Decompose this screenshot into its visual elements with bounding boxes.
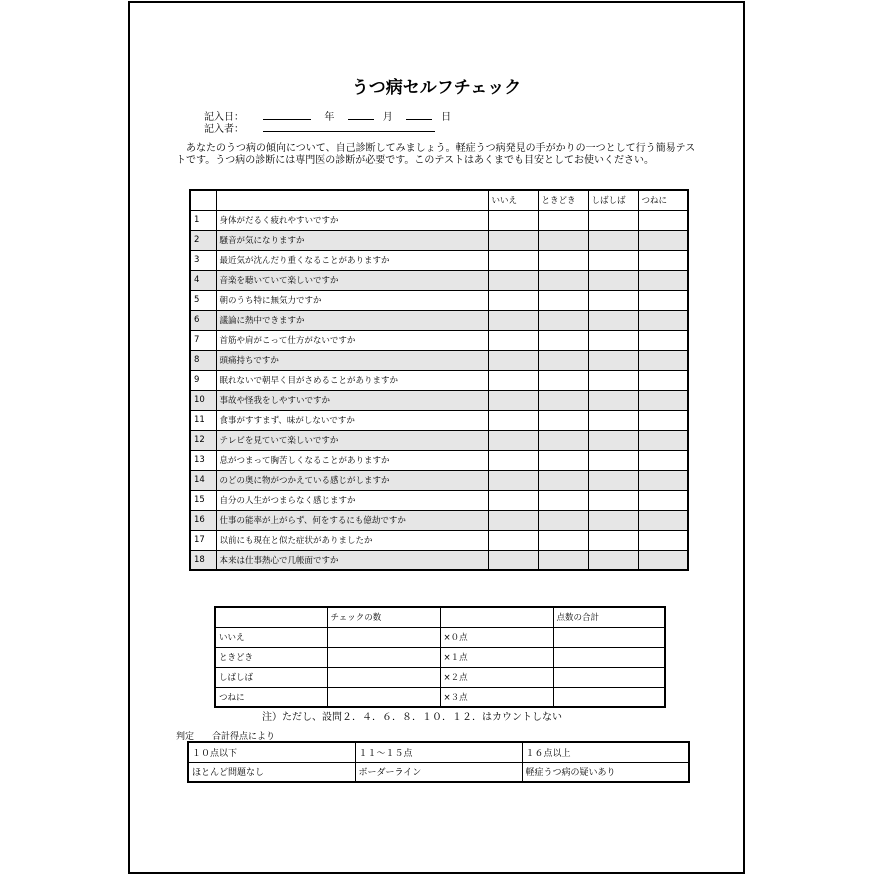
score-count-cell[interactable] <box>327 627 440 647</box>
question-row <box>190 310 688 330</box>
month-label: 月 <box>382 112 393 123</box>
score-total-cell[interactable] <box>553 687 665 707</box>
question-row <box>190 250 688 270</box>
answer-cell[interactable] <box>488 250 538 270</box>
question-row <box>190 290 688 310</box>
answer-cell[interactable] <box>538 310 588 330</box>
question-number: 12 <box>190 430 216 450</box>
judgement-result-row <box>188 762 689 782</box>
day-blank[interactable] <box>406 110 432 120</box>
question-number: 14 <box>190 470 216 490</box>
question-text: 事故や怪我をしやすいですか <box>216 390 488 410</box>
answer-cell[interactable] <box>588 290 638 310</box>
question-number: 9 <box>190 370 216 390</box>
answer-cell[interactable] <box>638 490 688 510</box>
score-label: ときどき <box>215 647 327 667</box>
score-row <box>215 667 665 687</box>
question-row <box>190 470 688 490</box>
answer-cell[interactable] <box>638 250 688 270</box>
page-title: うつ病セルフチェック <box>351 78 522 98</box>
answer-cell[interactable] <box>488 210 538 230</box>
answer-cell[interactable] <box>638 270 688 290</box>
answer-cell[interactable] <box>538 210 588 230</box>
question-row <box>190 370 688 390</box>
score-row <box>215 647 665 667</box>
score-header-blank <box>215 607 327 627</box>
score-table <box>214 606 666 708</box>
answer-cell[interactable] <box>588 410 638 430</box>
answer-cell[interactable] <box>538 470 588 490</box>
question-row <box>190 270 688 290</box>
answer-cell[interactable] <box>488 550 538 570</box>
answer-cell[interactable] <box>488 430 538 450</box>
question-number: 3 <box>190 250 216 270</box>
answer-cell[interactable] <box>588 370 638 390</box>
answer-cell[interactable] <box>488 470 538 490</box>
answer-cell[interactable] <box>588 250 638 270</box>
question-text: テレビを見ていて楽しいですか <box>216 430 488 450</box>
answer-cell[interactable] <box>538 270 588 290</box>
question-table <box>189 189 689 571</box>
result-cell: ほとんど問題なし <box>188 762 355 782</box>
score-multiplier: ×３点 <box>440 687 553 707</box>
question-number: 1 <box>190 210 216 230</box>
answer-cell[interactable] <box>588 310 638 330</box>
answer-cell[interactable] <box>538 430 588 450</box>
answer-cell[interactable] <box>538 250 588 270</box>
header-question-cell <box>216 190 488 210</box>
name-line <box>204 122 435 136</box>
answer-cell[interactable] <box>638 210 688 230</box>
question-text: のどの奥に物がつかえている感じがしますか <box>216 470 488 490</box>
question-row <box>190 490 688 510</box>
answer-cell[interactable] <box>588 490 638 510</box>
result-cell: ボーダーライン <box>355 762 522 782</box>
question-row <box>190 430 688 450</box>
question-row <box>190 210 688 230</box>
question-row <box>190 410 688 430</box>
answer-cell[interactable] <box>538 230 588 250</box>
answer-cell[interactable] <box>638 550 688 570</box>
score-header-blank2 <box>440 607 553 627</box>
answer-cell[interactable] <box>488 230 538 250</box>
question-number: 13 <box>190 450 216 470</box>
answer-cell[interactable] <box>488 330 538 350</box>
header-no-cell <box>190 190 216 210</box>
question-text: 最近気が沈んだり重くなることがありますか <box>216 250 488 270</box>
question-text: 本来は仕事熱心で几帳面ですか <box>216 550 488 570</box>
year-label: 年 <box>324 112 335 123</box>
question-number: 6 <box>190 310 216 330</box>
score-note: 注）ただし、設問２．４．６．８．１０．１２．はカウントしない <box>262 712 562 723</box>
answer-cell[interactable] <box>638 330 688 350</box>
answer-cell[interactable] <box>638 230 688 250</box>
answer-cell[interactable] <box>538 490 588 510</box>
answer-cell[interactable] <box>638 530 688 550</box>
score-count-cell[interactable] <box>327 687 440 707</box>
answer-cell[interactable] <box>538 450 588 470</box>
answer-cell[interactable] <box>538 530 588 550</box>
question-number: 17 <box>190 530 216 550</box>
range-cell: １１～１５点 <box>355 742 522 762</box>
score-multiplier: ×１点 <box>440 647 553 667</box>
name-label: 記入者： <box>204 124 244 135</box>
result-cell: 軽症うつ病の疑いあり <box>522 762 689 782</box>
answer-cell[interactable] <box>488 350 538 370</box>
answer-cell[interactable] <box>538 370 588 390</box>
question-header-row <box>190 190 688 210</box>
score-header-count: チェックの数 <box>327 607 440 627</box>
answer-cell[interactable] <box>638 510 688 530</box>
answer-cell[interactable] <box>588 450 638 470</box>
question-text: 眠れないで朝早く目がさめることがありますか <box>216 370 488 390</box>
question-text: 議論に熱中できますか <box>216 310 488 330</box>
score-header-row <box>215 607 665 627</box>
answer-cell[interactable] <box>638 450 688 470</box>
score-total-cell[interactable] <box>553 627 665 647</box>
question-text: 騒音が気になりますか <box>216 230 488 250</box>
score-multiplier: ×０点 <box>440 627 553 647</box>
score-total-cell[interactable] <box>553 647 665 667</box>
score-label: しばしば <box>215 667 327 687</box>
answer-cell[interactable] <box>638 430 688 450</box>
question-row <box>190 530 688 550</box>
header-col-iie: いいえ <box>488 190 538 210</box>
month-blank[interactable] <box>348 110 374 120</box>
answer-cell[interactable] <box>488 370 538 390</box>
header-col-tsuneni: つねに <box>638 190 688 210</box>
answer-cell[interactable] <box>538 290 588 310</box>
score-row <box>215 687 665 707</box>
question-text: 仕事の能率が上がらず、何をするにも億劫ですか <box>216 510 488 530</box>
answer-cell[interactable] <box>588 330 638 350</box>
answer-cell[interactable] <box>638 290 688 310</box>
score-total-cell[interactable] <box>553 667 665 687</box>
header-col-shibashiba: しばしば <box>588 190 638 210</box>
question-row <box>190 230 688 250</box>
answer-cell[interactable] <box>588 270 638 290</box>
name-blank[interactable] <box>263 122 435 132</box>
question-number: 18 <box>190 550 216 570</box>
question-text: 食事がすすまず、味がしないですか <box>216 410 488 430</box>
answer-cell[interactable] <box>488 490 538 510</box>
question-number: 4 <box>190 270 216 290</box>
range-cell: １６点以上 <box>522 742 689 762</box>
question-number: 2 <box>190 230 216 250</box>
question-text: 朝のうち特に無気力ですか <box>216 290 488 310</box>
date-label: 記入日： <box>204 112 244 123</box>
score-count-cell[interactable] <box>327 667 440 687</box>
question-text: 首筋や肩がこって仕方がないですか <box>216 330 488 350</box>
question-row <box>190 350 688 370</box>
question-row <box>190 510 688 530</box>
day-label: 日 <box>441 112 452 123</box>
question-row <box>190 390 688 410</box>
question-text: 以前にも現在と似た症状がありましたか <box>216 530 488 550</box>
answer-cell[interactable] <box>638 370 688 390</box>
question-number: 8 <box>190 350 216 370</box>
answer-cell[interactable] <box>538 390 588 410</box>
score-label: いいえ <box>215 627 327 647</box>
score-header-total: 点数の合計 <box>553 607 665 627</box>
question-number: 10 <box>190 390 216 410</box>
question-number: 7 <box>190 330 216 350</box>
answer-cell[interactable] <box>488 270 538 290</box>
question-row <box>190 330 688 350</box>
answer-cell[interactable] <box>588 230 638 250</box>
answer-cell[interactable] <box>488 410 538 430</box>
range-cell: １０点以下 <box>188 742 355 762</box>
score-label: つねに <box>215 687 327 707</box>
answer-cell[interactable] <box>488 450 538 470</box>
answer-cell[interactable] <box>638 350 688 370</box>
intro-text: あなたのうつ病の傾向について、自己診断してみましょう。軽症うつ病発見の手がかりの一つとして行う簡易テストです。うつ病の診断には専門医の診断が必要です。このテストはあくまでも目安としてお使いください。 <box>176 143 696 166</box>
score-row <box>215 627 665 647</box>
question-row <box>190 550 688 570</box>
score-count-cell[interactable] <box>327 647 440 667</box>
answer-cell[interactable] <box>588 350 638 370</box>
document-page <box>128 1 745 874</box>
question-text: 身体がだるく疲れやすいですか <box>216 210 488 230</box>
question-text: 頭痛持ちですか <box>216 350 488 370</box>
answer-cell[interactable] <box>488 310 538 330</box>
answer-cell[interactable] <box>488 290 538 310</box>
answer-cell[interactable] <box>588 550 638 570</box>
answer-cell[interactable] <box>488 390 538 410</box>
judgement-label: 判定 合計得点により <box>176 732 276 742</box>
question-number: 15 <box>190 490 216 510</box>
answer-cell[interactable] <box>538 510 588 530</box>
answer-cell[interactable] <box>488 530 538 550</box>
answer-cell[interactable] <box>488 510 538 530</box>
answer-cell[interactable] <box>638 390 688 410</box>
answer-cell[interactable] <box>538 550 588 570</box>
answer-cell[interactable] <box>538 330 588 350</box>
question-number: 11 <box>190 410 216 430</box>
answer-cell[interactable] <box>588 510 638 530</box>
header-col-tokidoki: ときどき <box>538 190 588 210</box>
answer-cell[interactable] <box>588 210 638 230</box>
answer-cell[interactable] <box>588 390 638 410</box>
answer-cell[interactable] <box>638 310 688 330</box>
judgement-range-row <box>188 742 689 762</box>
question-text: 自分の人生がつまらなく感じますか <box>216 490 488 510</box>
year-blank[interactable] <box>263 110 311 120</box>
question-number: 5 <box>190 290 216 310</box>
answer-cell[interactable] <box>538 350 588 370</box>
answer-cell[interactable] <box>638 470 688 490</box>
answer-cell[interactable] <box>588 530 638 550</box>
score-multiplier: ×２点 <box>440 667 553 687</box>
judgement-table <box>187 741 690 783</box>
answer-cell[interactable] <box>538 410 588 430</box>
answer-cell[interactable] <box>638 410 688 430</box>
question-text: 音楽を聴いていて楽しいですか <box>216 270 488 290</box>
question-row <box>190 450 688 470</box>
question-number: 16 <box>190 510 216 530</box>
answer-cell[interactable] <box>588 470 638 490</box>
question-text: 息がつまって胸苦しくなることがありますか <box>216 450 488 470</box>
answer-cell[interactable] <box>588 430 638 450</box>
